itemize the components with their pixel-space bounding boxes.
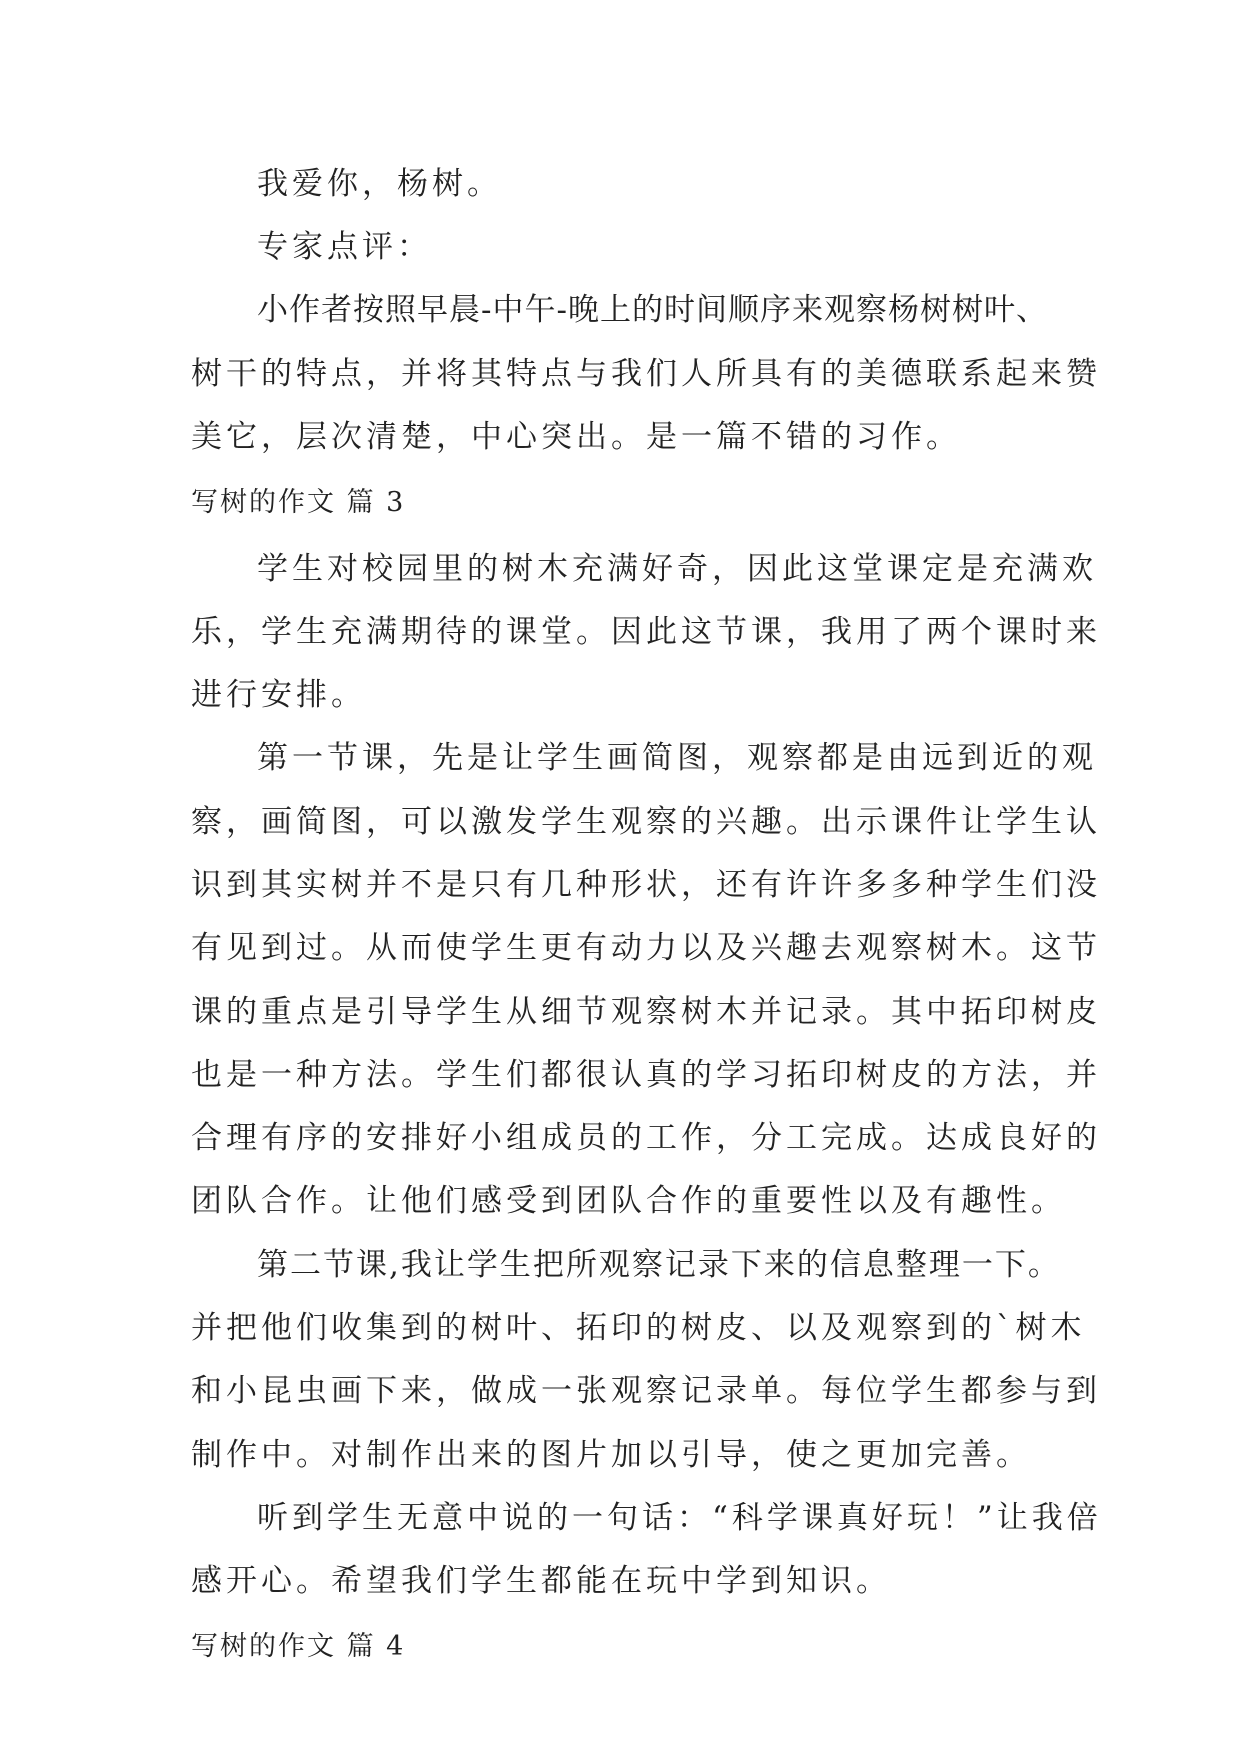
text-line: 合理有序的安排好小组成员的工作，分工完成。达成良好的 [191,1120,1101,1156]
text-line: 识到其实树并不是只有几种形状，还有许许多多种学生们没 [191,867,1101,903]
text-line: 有见到过。从而使学生更有动力以及兴趣去观察树木。这节 [191,930,1101,966]
text-line: 听到学生无意中说的一句话：“科学课真好玩！”让我倍 [257,1500,1102,1536]
text-line: 小作者按照早晨-中午-晚上的时间顺序来观察杨树树叶、 [257,292,1048,328]
text-line: 和小昆虫画下来，做成一张观察记录单。每位学生都参与到 [191,1373,1101,1409]
text-line: 美它，层次清楚，中心突出。是一篇不错的习作。 [191,419,961,455]
text-line: 并把他们收集到的树叶、拓印的树皮、以及观察到的`树木 [191,1310,1086,1346]
text-line: 进行安排。 [191,677,366,713]
text-line: 第一节课，先是让学生画简图，观察都是由远到近的观 [257,740,1097,776]
text-line: 团队合作。让他们感受到团队合作的重要性以及有趣性。 [191,1183,1066,1219]
text-line: 课的重点是引导学生从细节观察树木并记录。其中拓印树皮 [191,994,1101,1030]
text-line: 专家点评： [257,229,432,265]
text-line: 学生对校园里的树木充满好奇，因此这堂课定是充满欢 [257,551,1097,587]
text-line: 也是一种方法。学生们都很认真的学习拓印树皮的方法，并 [191,1057,1101,1093]
section-heading: 写树的作文 篇 3 [191,487,406,518]
text-line: 制作中。对制作出来的图片加以引导，使之更加完善。 [191,1437,1031,1473]
text-line: 我爱你，杨树。 [257,166,502,202]
text-line: 第二节课,我让学生把所观察记录下来的信息整理一下。 [257,1247,1061,1283]
text-line: 察，画简图，可以激发学生观察的兴趣。出示课件让学生认 [191,804,1101,840]
text-line: 感开心。希望我们学生都能在玩中学到知识。 [191,1563,891,1599]
section-heading: 写树的作文 篇 4 [191,1631,406,1662]
text-line: 乐，学生充满期待的课堂。因此这节课，我用了两个课时来 [191,614,1101,650]
text-line: 树干的特点，并将其特点与我们人所具有的美德联系起来赞 [191,356,1101,392]
